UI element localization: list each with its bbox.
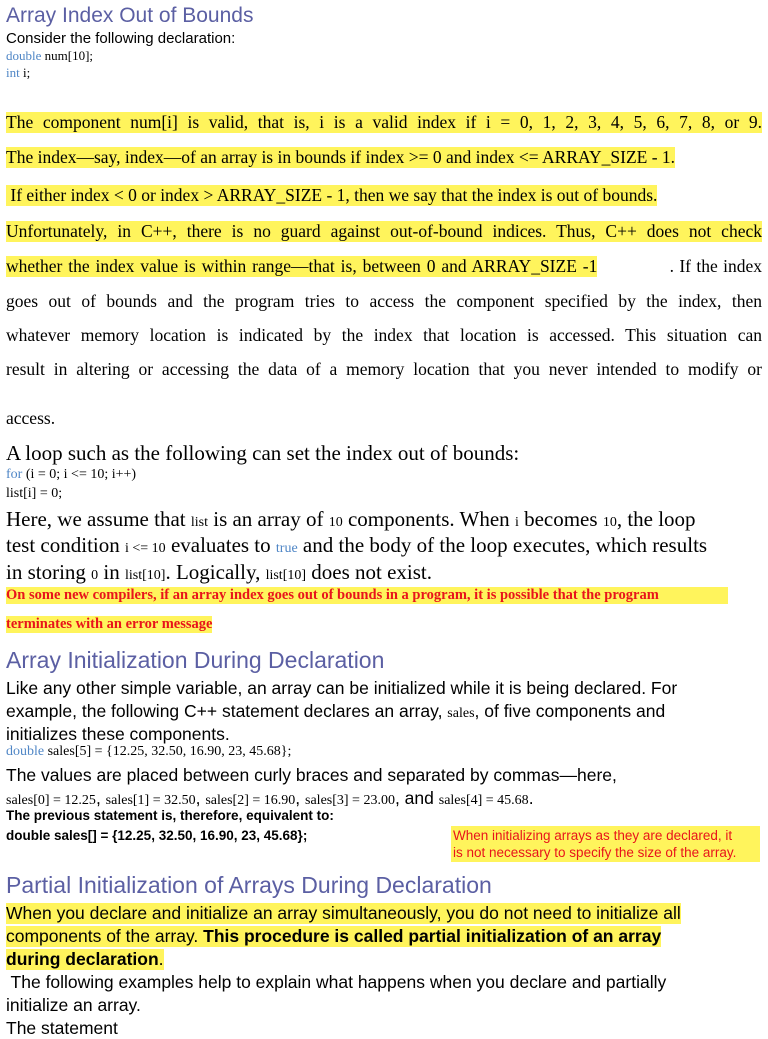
paragraph-line: The following examples help to explain what happens when you declare and partially <box>6 972 667 992</box>
paragraph-line <box>6 221 762 242</box>
inline-code: sales[2] = 16.90 <box>205 793 296 808</box>
text: , <box>295 788 306 808</box>
text: . <box>158 949 164 969</box>
side-note-line: When initializing arrays as they are declared, it <box>453 828 733 843</box>
code-line-decl-num <box>6 48 93 64</box>
paragraph-line: goes out of bounds and the program tries to access the component specified by the index, then <box>6 291 762 311</box>
code-keyword: for <box>6 467 23 482</box>
loop-explanation-line <box>6 560 432 585</box>
side-note-line: is not necessary to specify the size of the array. <box>453 845 737 860</box>
paragraph-line: result in altering or accessing the data of a memory location that you never intended to modify or <box>6 359 762 379</box>
loop-explanation-line <box>6 507 696 532</box>
paragraph-line: whatever memory location is indicated by the index that location is accessed. This situation can <box>6 325 762 345</box>
side-note <box>451 826 760 862</box>
paragraph-line <box>6 949 164 970</box>
inline-code: 10 <box>328 515 343 530</box>
paragraph-line: The values are placed between curly braces and separated by commas—here, <box>6 765 617 785</box>
text: does not exist. <box>306 560 433 584</box>
paragraph-line <box>6 788 534 809</box>
text: , <box>195 788 206 808</box>
code-line-decl-i <box>6 65 30 81</box>
code-line-assign: list[i] = 0; <box>6 486 63 501</box>
code-text: sales[5] = {12.25, 32.50, 16.90, 23, 45.68}; <box>44 744 292 759</box>
bold-code-statement: double sales[] = {12.25, 32.50, 16.90, 23, 45.68}; <box>6 828 308 843</box>
inline-code-keyword: true <box>275 541 298 556</box>
paragraph-line: When you declare and initialize an array simultaneously, you do not need to initialize all <box>6 903 681 923</box>
paragraph-line: initialize an array. <box>6 995 141 1015</box>
paragraph-line: initializes these components. <box>6 724 230 744</box>
inline-code: sales[4] = 45.68 <box>438 793 529 808</box>
paragraph-line: access. <box>6 408 56 428</box>
inline-code: sales[0] = 12.25 <box>6 793 96 808</box>
paragraph-line <box>6 701 665 722</box>
paragraph-line: The index—say, index—of an array is in bounds if index >= 0 and index <= ARRAY_SIZE - 1. <box>6 147 676 167</box>
text: components. When <box>342 507 515 531</box>
text: and the body of the loop executes, which results <box>297 533 708 557</box>
bold-text: during declaration <box>6 949 159 969</box>
highlighted-text: The component num[i] is valid, that is, i is a valid index if i = 0, 1, 2, 3, 4, 5, 6, 7, 8, or 9. <box>6 112 762 132</box>
text: , <box>95 788 106 808</box>
paragraph-line: Like any other simple variable, an array can be initialized while it is being declared. For <box>6 678 678 698</box>
inline-code: list[10] <box>125 568 166 583</box>
code-keyword: double <box>6 48 42 63</box>
text: Here, we assume that <box>6 507 191 531</box>
intro-text: Consider the following declaration: <box>6 30 236 47</box>
code-text: (i = 0; i <= 10; i++) <box>22 467 137 482</box>
text: components of the array. <box>6 926 204 946</box>
section-heading-array-initialization: Array Initialization During Declaration <box>6 647 385 673</box>
inline-code: 0 <box>91 568 99 583</box>
paragraph-line <box>6 112 762 133</box>
paragraph-text: . If the index <box>669 256 762 276</box>
warning-line: terminates with an error message <box>6 616 213 632</box>
code-text: num[10]; <box>41 48 94 63</box>
loop-intro: A loop such as the following can set the index out of bounds: <box>6 441 520 465</box>
section-heading-partial-initialization: Partial Initialization of Arrays During Declaration <box>6 872 492 898</box>
bold-text: This procedure is called partial initialization of an array <box>203 926 662 946</box>
inline-code: i <= 10 <box>125 541 166 556</box>
paragraph-line <box>6 926 661 947</box>
text: . Logically, <box>165 560 266 584</box>
inline-code: list <box>190 515 208 530</box>
code-line-for <box>6 467 136 483</box>
paragraph-line <box>6 256 762 277</box>
section-heading-index-out-of-bounds: Array Index Out of Bounds <box>6 4 254 27</box>
code-line-sales <box>6 744 291 760</box>
highlighted-text: whether the index value is within range—that is, between 0 and ARRAY_SIZE -1 <box>6 256 598 276</box>
text: . <box>528 788 534 808</box>
text: , the loop <box>616 507 696 531</box>
loop-explanation-line <box>6 533 707 558</box>
text: example, the following C++ statement declares an array, <box>6 701 448 721</box>
inline-code: i <box>514 515 519 530</box>
paragraph-line: If either index < 0 or index > ARRAY_SIZE - 1, then we say that the index is out of bounds. <box>6 185 658 205</box>
text: in storing <box>6 560 92 584</box>
inline-code: sales[3] = 23.00 <box>305 793 395 808</box>
text: evaluates to <box>165 533 276 557</box>
code-text: i; <box>19 65 31 80</box>
text: , of five components and <box>474 701 666 721</box>
bold-statement: The previous statement is, therefore, equivalent to: <box>6 808 334 823</box>
text: becomes <box>518 507 603 531</box>
code-keyword: int <box>6 65 20 80</box>
text: is an array of <box>207 507 329 531</box>
text: , and <box>394 788 439 808</box>
inline-code: sales <box>447 706 475 721</box>
inline-code: sales[1] = 32.50 <box>105 793 196 808</box>
inline-code: 10 <box>602 515 617 530</box>
text: in <box>98 560 126 584</box>
code-keyword: double <box>6 744 45 759</box>
paragraph-line-cut-off: The statement <box>6 1018 118 1038</box>
highlighted-text: Unfortunately, in C++, there is no guard against out-of-bound indices. Thus, C++ does not check <box>6 221 762 241</box>
warning-line: On some new compilers, if an array index goes out of bounds in a program, it is possible that the program <box>6 587 728 604</box>
text: test condition <box>6 533 125 557</box>
inline-code: list[10] <box>265 568 307 583</box>
